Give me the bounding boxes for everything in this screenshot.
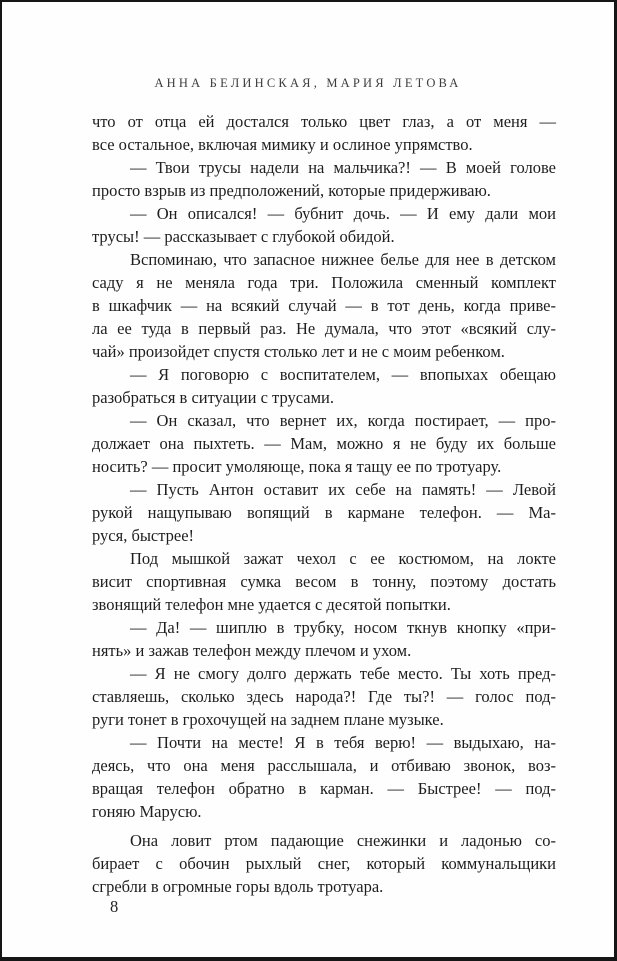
- text-line: руся, быстрее!: [92, 526, 195, 545]
- paragraph: [92, 363, 556, 409]
- paragraph: [92, 829, 556, 898]
- text-line: нять» и зажав телефон между плечом и ухом.: [92, 641, 412, 660]
- paragraph: [92, 409, 556, 478]
- text-line: Под мышкой зажат чехол с ее костюмом, на локте: [130, 549, 556, 568]
- text-line: руги тонет в грохочущей на заднем плане музыке.: [92, 710, 444, 729]
- text-line: — Я не смогу долго держать тебе место. Ты хоть пред-: [130, 664, 556, 683]
- body-text: [92, 110, 556, 898]
- text-line: — Твои трусы надели на мальчика?! — В моей голове: [130, 158, 556, 177]
- text-line: чай» произойдет спустя столько лет и не с моим ребенком.: [92, 342, 505, 361]
- text-line: все остальное, включая мимику и ослиное упрямство.: [92, 135, 473, 154]
- text-line: — Он сказал, что вернет их, когда постирает, — про-: [130, 411, 556, 430]
- text-line: саду я не меняла года три. Положила сменный комплект: [92, 273, 556, 292]
- running-header: АННА БЕЛИНСКАЯ, МАРИЯ ЛЕТОВА: [154, 76, 462, 90]
- page-number: 8: [110, 897, 119, 916]
- paragraph: [92, 547, 556, 616]
- paragraph: [92, 202, 556, 248]
- text-line: Она ловит ртом падающие снежинки и ладонью со-: [130, 831, 556, 850]
- text-line: ла ее туда в первый раз. Не думала, что этот «всякий слу-: [92, 319, 556, 338]
- text-line: ставляешь, сколько здесь народа?! Где ты?! — голос под-: [92, 687, 556, 706]
- paragraph: [92, 616, 556, 662]
- text-line: — Я поговорю с воспитателем, — впопыхах обещаю: [130, 365, 556, 384]
- paragraph: [92, 248, 556, 363]
- text-line: рукой нащупываю вопящий в кармане телефон. — Ма-: [92, 503, 556, 522]
- text-line: сгребли в огромные горы вдоль тротуара.: [92, 877, 384, 896]
- text-line: просто взрыв из предположений, которые придерживаю.: [92, 181, 491, 200]
- text-line: — Он описался! — бубнит дочь. — И ему дали мои: [130, 204, 556, 223]
- text-line: деясь, что она меня расслышала, и отбиваю звонок, воз-: [92, 756, 556, 775]
- text-line: звонящий телефон мне удается с десятой попытки.: [92, 595, 451, 614]
- paragraph: [92, 110, 556, 156]
- paragraph: [92, 478, 556, 547]
- paragraph: [92, 662, 556, 731]
- text-line: бирает с обочин рыхлый снег, который коммунальщики: [92, 854, 556, 873]
- text-line: Вспоминаю, что запасное нижнее белье для нее в детском: [130, 250, 556, 269]
- text-line: трусы! — рассказывает с глубокой обидой.: [92, 227, 395, 246]
- text-line: — Пусть Антон оставит их себе на память! — Левой: [130, 480, 556, 499]
- text-line: в шкафчик — на всякий случай — в тот день, когда приве-: [92, 296, 556, 315]
- text-line: разобраться в ситуации с трусами.: [92, 388, 334, 407]
- paragraph: [92, 156, 556, 202]
- text-line: вращая телефон обратно в карман. — Быстрее! — под-: [92, 779, 556, 798]
- text-line: должает она пыхтеть. — Мам, можно я не буду их больше: [92, 434, 556, 453]
- text-line: что от отца ей достался только цвет глаз, а от меня —: [92, 112, 556, 131]
- text-line: носить? — просит умоляюще, пока я тащу ее по тротуару.: [92, 457, 502, 476]
- text-line: — Почти на месте! Я в тебя верю! — выдыхаю, на-: [130, 733, 556, 752]
- paragraph: [92, 731, 556, 823]
- text-line: висит спортивная сумка весом в тонну, поэтому достать: [92, 572, 556, 591]
- text-line: гоняю Марусю.: [92, 802, 202, 821]
- text-line: — Да! — шиплю в трубку, носом ткнув кнопку «при-: [130, 618, 556, 637]
